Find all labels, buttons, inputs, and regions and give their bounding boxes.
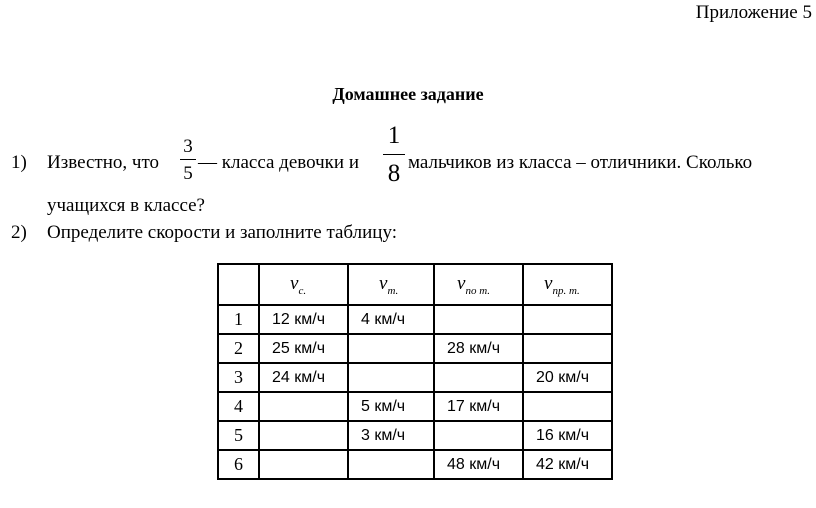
table-cell: 4 км/ч <box>348 305 434 334</box>
table-cell <box>434 363 523 392</box>
table-cell: 17 км/ч <box>434 392 523 421</box>
table-cell: 3 км/ч <box>348 421 434 450</box>
table-cell: 48 км/ч <box>434 450 523 479</box>
appendix-label: Приложение 5 <box>695 2 812 23</box>
row-number: 2 <box>218 334 259 363</box>
task1-text-line2: учащихся в классе? <box>47 195 205 216</box>
table-cell: 16 км/ч <box>523 421 612 450</box>
task1-text-b: — класса девочки и <box>198 152 359 173</box>
table-header-own-speed: $v_{c.}$ <box>259 264 348 305</box>
table-cell <box>259 450 348 479</box>
row-number: 1 <box>218 305 259 334</box>
fraction-one-eighth <box>383 123 405 186</box>
table-cell: 24 км/ч <box>259 363 348 392</box>
table-row <box>218 392 612 421</box>
table-cell: 20 км/ч <box>523 363 612 392</box>
table-cell: 42 км/ч <box>523 450 612 479</box>
table-cell <box>348 334 434 363</box>
row-number: 6 <box>218 450 259 479</box>
speeds-table <box>217 263 613 480</box>
table-cell: 28 км/ч <box>434 334 523 363</box>
table-header-row <box>218 264 612 305</box>
table-row <box>218 450 612 479</box>
fraction-numerator: 1 <box>387 122 401 149</box>
table-row <box>218 334 612 363</box>
table-header-upstream-speed: $v_{пр. т.}$ <box>523 264 612 305</box>
table-cell: 5 км/ч <box>348 392 434 421</box>
table-header-current-speed: $v_{т.}$ <box>348 264 434 305</box>
task1-number: 1) <box>11 152 27 173</box>
row-number: 3 <box>218 363 259 392</box>
page-title: Домашнее задание <box>332 84 484 104</box>
fraction-three-fifths <box>180 137 196 183</box>
task2-number: 2) <box>11 222 27 243</box>
table-row <box>218 363 612 392</box>
fraction-numerator: 3 <box>183 136 193 157</box>
table-cell <box>348 450 434 479</box>
table-cell <box>259 421 348 450</box>
table-cell: 25 км/ч <box>259 334 348 363</box>
table-row <box>218 305 612 334</box>
table-header-corner <box>218 264 259 305</box>
table-cell <box>523 305 612 334</box>
task1-text-c: мальчиков из класса – отличники. Сколько <box>408 152 753 173</box>
task2-text: Определите скорости и заполните таблицу: <box>47 222 397 243</box>
fraction-denominator: 5 <box>183 163 193 184</box>
table-cell <box>348 363 434 392</box>
task1-text-a: Известно, что <box>47 152 160 173</box>
table-header-downstream-speed: $v_{по т.}$ <box>434 264 523 305</box>
table-cell <box>434 421 523 450</box>
table-cell <box>259 392 348 421</box>
row-number: 4 <box>218 392 259 421</box>
table-cell <box>523 334 612 363</box>
table-cell <box>523 392 612 421</box>
fraction-denominator: 8 <box>387 160 401 187</box>
row-number: 5 <box>218 421 259 450</box>
table-cell <box>434 305 523 334</box>
table-cell: 12 км/ч <box>259 305 348 334</box>
table-row <box>218 421 612 450</box>
